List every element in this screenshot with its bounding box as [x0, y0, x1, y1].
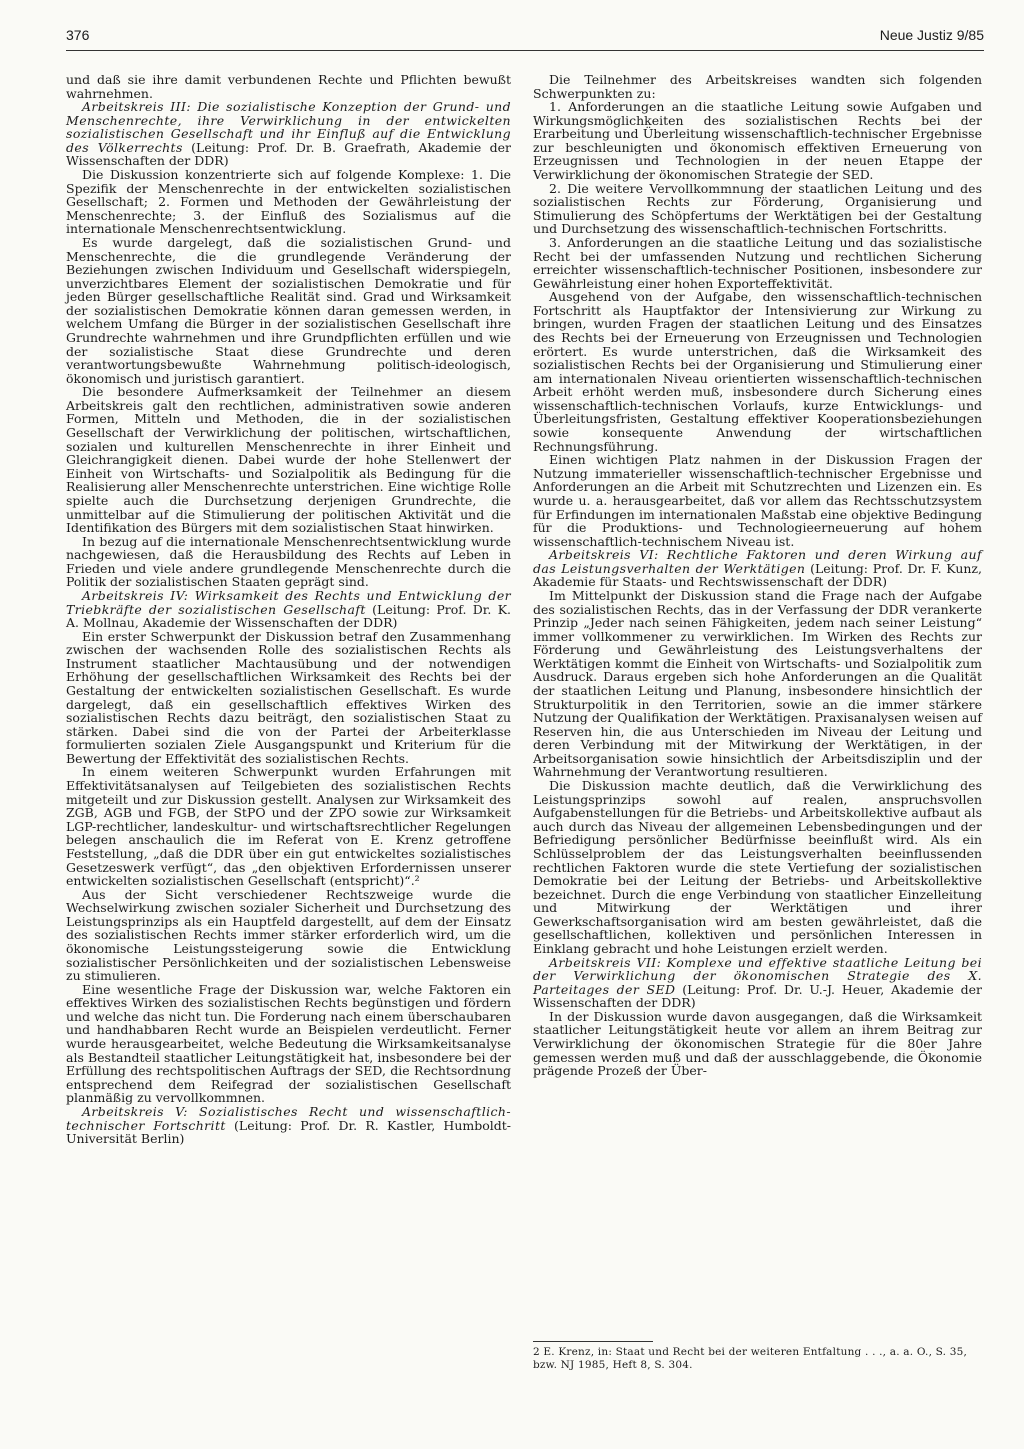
paragraph	[533, 956, 982, 1010]
paragraph-text: In einem weiteren Schwerpunkt wurden Erfahrungen mit Effektivitätsanalysen auf Teilgebieten des sozialistischen Rechts mitgeteilt und zur Diskussion gestellt. Analysen zur Wirksamkeit des ZGB, AGB und FGB, der StPO und der ZPO sowie zur Wirksamkeit LGP-rechtlicher, landeskultur- und wirtschaftsrechtlicher Regelungen belegen anschaulich die im Referat von E. Krenz getroffene Feststellung, „daß die DDR über ein gut entwickeltes sozialistisches Gesetzeswerk verfügt“, das „den objektiven Erfordernissen unserer entwickelten sozialistischen Gesellschaft (entspricht)“.²	[66, 764, 511, 889]
paragraph-text: 3. Anforderungen an die staatliche Leitung und das sozialistische Recht bei der umfassenden Nutzung und rechtlichen Sicherung erreichter wissenschaftlich-technischer Positionen, insbesondere zur Gewährleistung einer hohen Exporteffektivität.	[533, 234, 982, 291]
paragraph	[66, 168, 511, 236]
footnote: 2 E. Krenz, in: Staat und Recht bei der weiteren Entfaltung . . ., a. a. O., S. 35, bzw. NJ 1985, Heft 8, S. 304.	[533, 1346, 968, 1371]
paragraph	[66, 385, 511, 534]
paragraph-text: (Leitung: Prof. Dr. K. A. Mollnau, Akademie der Wissenschaften der DDR)	[66, 601, 512, 631]
paragraph	[533, 73, 982, 100]
paragraph	[66, 888, 511, 983]
left-column	[66, 73, 511, 1146]
paragraph-text: Ausgehend von der Aufgabe, den wissenschaftlich-technischen Fortschritt als Hauptfaktor der Intensivierung zur Wirkung zu bringen, wurden Fragen der staatlichen Leitung und des Einsatzes des Rechts bei der Erneuerung von Erzeugnissen und Technologien erörtert. Es wurde unterstrichen, daß die Wirksamkeit des sozialistischen Rechts bei der Organisierung und Stimulierung einer am internationalen Niveau orientierten wissenschaftlich-technischen Arbeit erhöht werden muß, insbesondere durch Sicherung eines wissenschaftlich-technischen Vorlaufs, kurze Entwicklungs- und Überleitungsfristen, Gestaltung effektiver Kooperationsbeziehungen sowie konsequente Anwendung der wirtschaftlichen Rechnungsführung.	[533, 289, 982, 454]
section-heading: Arbeitskreis IV: Wirksamkeit des Rechts und Entwicklung der Triebkräfte der sozialistischen Gesellschaft	[66, 587, 511, 617]
paragraph	[66, 100, 511, 168]
paragraph-text: (Leitung: Prof. Dr. R. Kastler, Humboldt-Universität Berlin)	[66, 1117, 511, 1147]
paragraph	[66, 535, 511, 589]
paragraph-text: Ein erster Schwerpunkt der Diskussion betraf den Zusammenhang zwischen der wachsenden Rolle des sozialistischen Rechts als Instrument staatlicher Machtausübung und der notwendigen Erhöhung der gesellschaftlichen Wirksamkeit des Rechts bei der Gestaltung der entwickelten sozialistischen Gesellschaft. Es wurde dargelegt, daß ein gesellschaftlich effektives Wirken des sozialistischen Rechts dazu beiträgt, den sozialistischen Staat zu stärken. Dabei sind die von der Partei der Arbeiterklasse formulierten sozialen Ziele Ausgangspunkt und Kriterium für die Bewertung der Effektivität des sozialistischen Rechts.	[66, 628, 511, 766]
section-heading: Arbeitskreis V: Sozialistisches Recht und wissenschaftlich-technischer Fortschritt	[66, 1103, 511, 1133]
paragraph	[533, 453, 982, 548]
paragraph	[66, 236, 511, 385]
paragraph	[66, 983, 511, 1105]
paragraph-text: Die Teilnehmer des Arbeitskreises wandten sich folgenden Schwerpunkten zu:	[533, 72, 982, 101]
paragraph-text: In der Diskussion wurde davon ausgegangen, daß die Wirksamkeit staatlicher Leitungstätigkeit heute vor allem an ihrem Beitrag zur Verwirklichung der ökonomischen Strategie für die 80er Jahre gemessen werden muß und daß der ausschlaggebende, die Ökonomie prägende Prozeß der Über-	[533, 1008, 982, 1079]
section-heading: Arbeitskreis VII: Komplexe und effektive staatliche Leitung bei der Verwirklichung der ökonomischen Strategie des X. Parteitages der SED	[533, 954, 982, 997]
paragraph	[66, 1105, 511, 1146]
page-number: 376	[66, 27, 90, 43]
paragraph-text: Die Diskussion konzentrierte sich auf folgende Komplexe: 1. Die Spezifik der Menschenrechte in der entwickelten sozialistischen Gesellschaft; 2. Formen und Methoden der Gewährleistung der Menschenrechte; 3. der Einfluß des Sozialismus auf die internationale Menschenrechtsentwicklung.	[66, 167, 511, 237]
paragraph	[533, 290, 982, 453]
paragraph-text: Einen wichtigen Platz nahmen in der Diskussion Fragen der Nutzung immaterieller wissenschaftlich-technischer Ergebnisse und Anforderungen an die Arbeit mit Schutzrechten und Lizenzen ein. Es wurde u. a. herausgearbeitet, daß vor allem das Rechtsschutzsystem für Erfindungen im internationalen Maßstab eine objektive Bedingung für die Produktions- und Technologieerneuerung auf hohem wissenschaftlich-technischem Niveau ist.	[533, 452, 982, 549]
paragraph-text: (Leitung: Prof. Dr. U.-J. Heuer, Akademie der Wissenschaften der DDR)	[533, 981, 982, 1011]
footnotes	[533, 1346, 982, 1372]
paragraph-text: und daß sie ihre damit verbundenen Rechte und Pflichten bewußt wahrnehmen.	[66, 72, 511, 101]
journal-issue: Neue Justiz 9/85	[879, 27, 984, 43]
paragraph-text: Die besondere Aufmerksamkeit der Teilnehmer an diesem Arbeitskreis galt den rechtlichen, administrativen sowie anderen Formen, Mitteln und Methoden, die in der sozialistischen Gesellschaft der Verwirklichung der politischen, wirtschaftlichen, sozialen und kulturellen Menschenrechte in ihrer Einheit und Gleichrangigkeit dienen. Dabei wurde der hohe Stellenwert der Einheit von Wirtschafts- und Sozialpolitik als Bedingung für die Realisierung aller Menschenrechte unterstrichen. Eine wichtige Rolle spielte auch die Durchsetzung derjenigen Grundrechte, die unmittelbar auf die Stimulierung der politischen Aktivität und die Identifikation des Bürgers mit dem sozialistischen Staat hinwirken.	[66, 384, 511, 536]
section-heading: Arbeitskreis VI: Rechtliche Faktoren und deren Wirkung auf das Leistungsverhalten der Werktätigen	[533, 547, 982, 576]
paragraph-text: Im Mittelpunkt der Diskussion stand die Frage nach der Aufgabe des sozialistischen Rechts, das in der Verfassung der DDR verankerte Prinzip „Jeder nach seinen Fähigkeiten, jedem nach seiner Leistung“ immer vollkommener zu verwirklichen. Im Wirken des Rechts zur Förderung und Gewährleistung des Leistungsverhaltens der Werktätigen kommt die Einheit von Wirtschafts- und Sozialpolitik zum Ausdruck. Daraus ergeben sich hohe Anforderungen an die Qualität der staatlichen Leitung und Planung, insbesondere hinsichtlich der Strukturpolitik in den Territorien, sowie an die immer stärkere Nutzung der Qualifikation der Werktätigen. Praxisanalysen weisen auf Reserven hin, die aus Unterschieden im Niveau der Leitung und deren Verbindung mit der Mitwirkung der Werktätigen, in der Arbeitsorganisation sowie hinsichtlich der Arbeitsdisziplin und der Wahrnehmung der Verantwortung resultieren.	[533, 587, 982, 780]
footnote-divider	[533, 1341, 653, 1342]
paragraph	[533, 589, 982, 779]
paragraph	[66, 73, 511, 100]
paragraph-text: Die Diskussion machte deutlich, daß die Verwirklichung des Leistungsprinzips sowohl auf realen, anspruchsvollen Aufgabenstellungen für die Betriebs- und Arbeitskollektive aufbaut als auch durch das Niveau der allgemeinen Lebensbedingungen und der Befriedigung persönlicher Bedürfnisse beeinflußt wird. Als ein Schlüsselproblem der das Leistungsverhalten beeinflussenden rechtlichen Faktoren wurde die stete Vertiefung der sozialistischen Demokratie bei der Leitung der Betriebs- und Arbeitskollektive bezeichnet. Durch die enge Verbindung von staatlicher Einzelleitung und Mitwirkung der Werktätigen und ihrer Gewerkschaftsorganisation wird am besten gewährleistet, daß die gesellschaftlichen, kollektiven und persönlichen Interessen in Einklang gebracht und hohe Leistungen erzielt werden.	[533, 778, 982, 956]
paragraph-text: (Leitung: Prof. Dr. F. Kunz, Akademie für Staats- und Rechtswissenschaft der DDR)	[533, 560, 982, 590]
paragraph-text: 1. Anforderungen an die staatliche Leitung sowie Aufgaben und Wirkungsmöglichkeiten des sozialistischen Rechts bei der Erarbeitung und Überleitung wissenschaftlich-technischer Ergebnisse zur beschleunigten und ökonomisch effektiven Erneuerung von Erzeugnissen und Technologien in der neuen Etappe der Verwirklichung der ökonomischen Strategie der SED.	[533, 99, 982, 183]
paragraph	[533, 236, 982, 290]
paragraph	[533, 1010, 982, 1078]
right-column	[533, 73, 982, 1078]
paragraph	[66, 765, 511, 887]
section-heading: Arbeitskreis III: Die sozialistische Konzeption der Grund- und Menschenrechte, ihre Verwirklichung in der entwickelten sozialistischen Gesellschaft und ihr Einfluß auf die Entwicklung des Völkerrechts	[66, 99, 511, 155]
paragraph	[66, 589, 511, 630]
paragraph-text: Eine wesentliche Frage der Diskussion war, welche Faktoren ein effektives Wirken des sozialistischen Rechts begünstigen und fördern und welche das nicht tun. Die Forderung nach einem überschaubaren und handhabbaren Recht wurde an Beispielen verdeutlicht. Ferner wurde herausgearbeitet, welche Bedeutung die Wirksamkeitsanalyse als Bestandteil staatlicher Leitungstätigkeit hat, insbesondere bei der Erfüllung des rechtspolitischen Auftrags der SED, die Rechtsordnung entsprechend dem Reifegrad der sozialistischen Gesellschaft planmäßig zu vervollkommnen.	[66, 981, 511, 1106]
paragraph-text: In bezug auf die internationale Menschenrechtsentwicklung wurde nachgewiesen, daß die Herausbildung des Rechts auf Leben in Frieden und viele andere grundlegende Menschenrechte durch die Politik der sozialistischen Staaten geprägt sind.	[66, 533, 511, 590]
page-header	[66, 20, 984, 51]
paragraph	[533, 100, 982, 181]
paragraph-text: (Leitung: Prof. Dr. B. Graefrath, Akademie der Wissenschaften der DDR)	[66, 139, 511, 169]
paragraph-text: 2. Die weitere Vervollkommnung der staatlichen Leitung und des sozialistischen Rechts zur Förderung, Organisierung und Stimulierung des Schöpfertums der Werktätigen bei der Gestaltung und Durchsetzung des wissenschaftlich-technischen Fortschritts.	[533, 180, 982, 237]
paragraph-text: Es wurde dargelegt, daß die sozialistischen Grund- und Menschenrechte, die die grundlegende Veränderung der Beziehungen zwischen Individuum und Gesellschaft widerspiegeln, unverzichtbares Element der sozialistischen Demokratie und für jeden Bürger gesellschaftliche Realität sind. Grad und Wirksamkeit der sozialistischen Demokratie können daran gemessen werden, in welchem Umfang die Bürger in der sozialistischen Gesellschaft ihre Grundrechte wahrnehmen und ihre Grundpflichten erfüllen und wie der sozialistische Staat diese Grundrechte und deren verantwortungsbewußte Wahrnehmung politisch-ideologisch, ökonomisch und juristisch garantiert.	[66, 234, 511, 386]
paragraph	[533, 548, 982, 589]
paragraph	[66, 630, 511, 766]
paragraph-text: Aus der Sicht verschiedener Rechtszweige wurde die Wechselwirkung zwischen sozialer Sicherheit und Durchsetzung des Leistungsprinzips als ein Hauptfeld dargestellt, auf dem der Einsatz des sozialistischen Rechts immer stärker erforderlich wird, um die ökonomische Leistungssteigerung sowie die Entwicklung sozialistischer Persönlichkeiten und der sozialistischen Lebensweise zu stimulieren.	[66, 886, 511, 984]
paragraph	[533, 182, 982, 236]
paragraph	[533, 779, 982, 956]
